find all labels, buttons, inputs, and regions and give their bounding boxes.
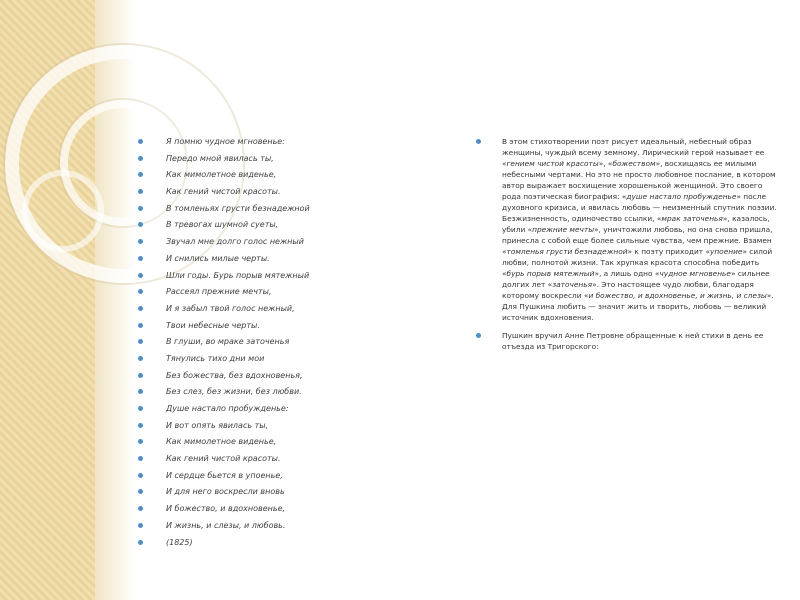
poem-line: И снились милые черты.	[138, 253, 458, 270]
text-run: », восхищаясь ее милыми небесными чертами. Но это не просто любовное послание, в котором автор выражает восхищение хорошенькой женщиной. Это своего рода поэтическая биография: «	[502, 159, 776, 201]
quote-run: божеством	[612, 159, 656, 168]
text-run: » силой любви, полнотой жизни. Так хрупкая красота способна победить «	[502, 247, 773, 278]
quote-run: заточенья	[552, 280, 593, 289]
poem-line: Как гений чистой красоты.	[138, 186, 458, 203]
text-run: », «	[598, 159, 613, 168]
poem-list	[138, 136, 458, 553]
quote-run: томленья грусти безнадежной	[506, 247, 628, 256]
poem-line: Шли годы. Бурь порыв мятежный	[138, 270, 458, 287]
text-run: ». Это настоящее чудо любви, благодаря которому воскресли «	[502, 280, 754, 300]
text-run: » сильнее долгих лет «	[502, 269, 770, 289]
poem-line: И для него воскресли вновь	[138, 486, 458, 503]
poem-line: Как гений чистой красоты.	[138, 453, 458, 470]
poem-line: И сердце бьется в упоенье,	[138, 470, 458, 487]
commentary-list	[476, 136, 778, 359]
text-run: », а лишь одно «	[594, 269, 660, 278]
poem-line: И я забыл твой голос нежный,	[138, 303, 458, 320]
quote-run: и божество, и вдохновенье, и жизнь, и слезы	[588, 291, 767, 300]
poem-line: В глуши, во мраке заточенья	[138, 336, 458, 353]
poem-line: Рассеял прежние мечты,	[138, 286, 458, 303]
poem-line: Твои небесные черты.	[138, 320, 458, 337]
poem-line: Тянулись тихо дни мои	[138, 353, 458, 370]
quote-run: прежние мечты	[532, 225, 595, 234]
poem-date: (1825)	[138, 537, 458, 554]
poem-line: Передо мной явилась ты,	[138, 153, 458, 170]
quote-run: душе настало пробужденье	[626, 192, 737, 201]
text-run: », казалось, убили «	[502, 214, 770, 234]
text-run: » после духовного кризиса, и явилась любовь — неизменный спутник поэзии. Безжизненность, одиночество ссылки, «	[502, 192, 777, 223]
poem-line: Я помню чудное мгновенье:	[138, 136, 458, 153]
poem-line: Звучал мне долго голос нежный	[138, 236, 458, 253]
poem-line: Как мимолетное виденье,	[138, 169, 458, 186]
quote-run: гением чистой красоты	[506, 159, 599, 168]
quote-run: мрак заточенья	[661, 214, 723, 223]
poem-line: Как мимолетное виденье,	[138, 436, 458, 453]
quote-run: бурь порыв мятежный	[506, 269, 595, 278]
poem-line: Без божества, без вдохновенья,	[138, 370, 458, 387]
poem-line: И жизнь, и слезы, и любовь.	[138, 520, 458, 537]
poem-line: В тревогах шумной суеты,	[138, 219, 458, 236]
decorative-side-strip	[0, 0, 95, 600]
poem-line: И вот опять явилась ты,	[138, 420, 458, 437]
text-run: » к поэту приходит «	[627, 247, 710, 256]
text-run: В этом стихотворении поэт рисует идеальный, небесный образ женщины, чуждый всему земному. Лирический герой называет ее «	[502, 137, 765, 168]
text-run: ». Для Пушкина любить — значит жить и творить, любовь — великий источник вдохновения.	[502, 291, 774, 322]
poem-line: Душе настало пробужденье:	[138, 403, 458, 420]
quote-run: чудное мгновенье	[659, 269, 731, 278]
quote-run: упоение	[709, 247, 743, 256]
commentary-paragraph-analysis	[476, 136, 778, 323]
poem-line: Без слез, без жизни, без любви.	[138, 386, 458, 403]
text-run: », уничтожили любовь, но она снова пришла, принесла с собой еще более сильные чувства, чем прежние. Взамен «	[502, 225, 773, 256]
commentary-paragraph-gift: Пушкин вручил Анне Петровне обращенные к ней стихи в день ее отъезда из Тригорского:	[476, 330, 778, 352]
poem-line: И божество, и вдохновенье,	[138, 503, 458, 520]
poem-line: В томленьях грусти безнадежной	[138, 203, 458, 220]
decorative-side-fade	[95, 0, 135, 600]
